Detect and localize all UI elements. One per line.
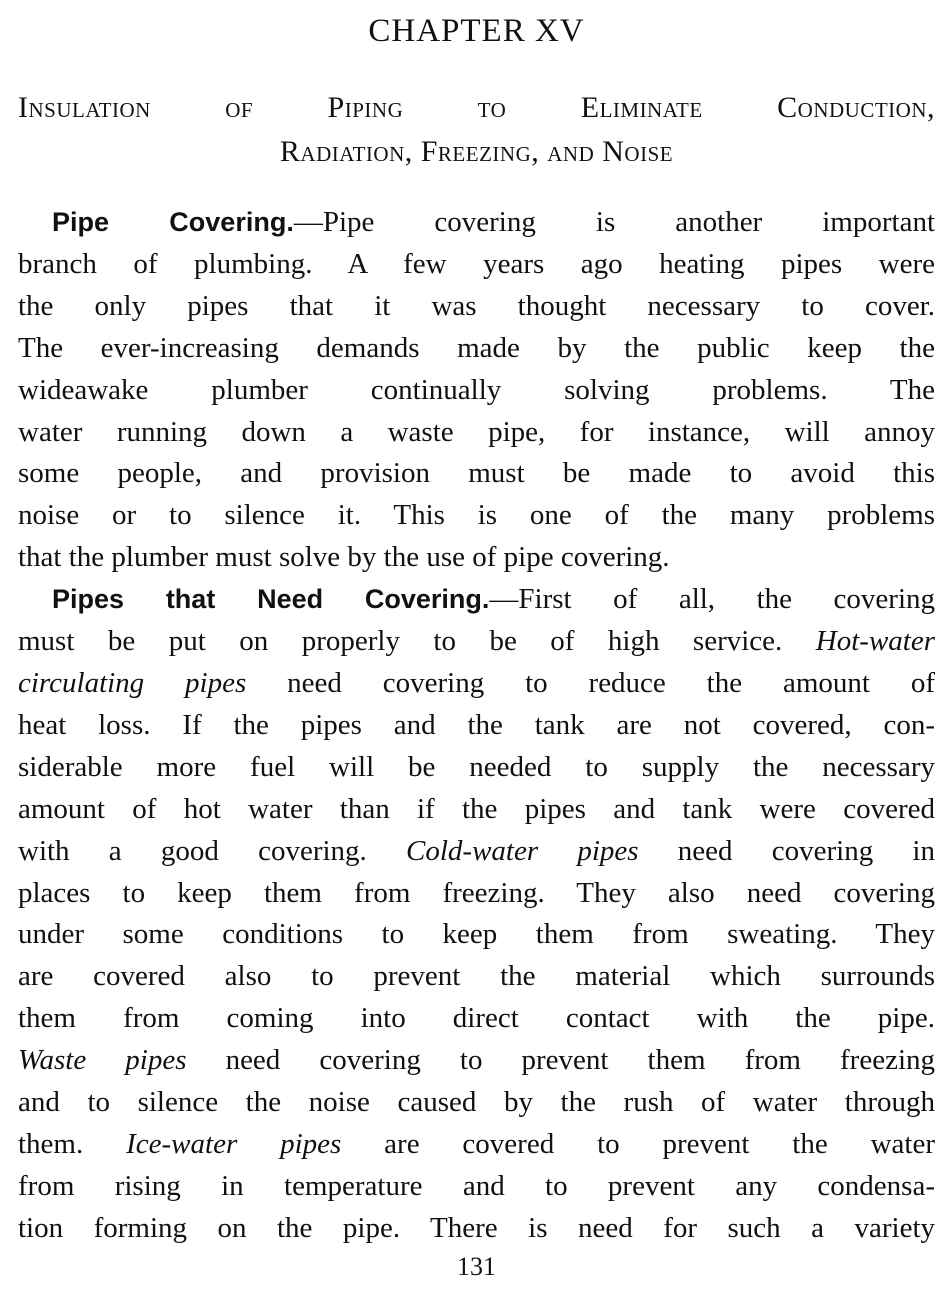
text-line: The ever-increasing demands made by the public keep the <box>18 331 935 364</box>
text-line: wideawake plumber continually solving problems. The <box>18 373 935 406</box>
text-line: noise or to silence it. This is one of the many problems <box>18 499 935 532</box>
paragraph-heading: Pipe Covering. <box>52 207 294 237</box>
text-line <box>18 202 935 244</box>
line-text: are covered to prevent the water <box>341 1127 935 1160</box>
text-line: are covered also to prevent the material which surrounds <box>18 960 935 993</box>
chapter-title: CHAPTER XV <box>368 13 585 49</box>
text-line: them from coming into direct contact with the pipe. <box>18 1002 935 1035</box>
text-line <box>18 1040 935 1082</box>
text-line: water running down a waste pipe, for instance, will annoy <box>18 415 935 448</box>
line-text: —Pipe covering is another important <box>293 206 936 238</box>
chapter-subtitle <box>18 86 935 174</box>
text-line <box>18 621 935 663</box>
italic-term: Cold-water pipes <box>406 834 639 867</box>
text-line: that the plumber must solve by the use of pipe covering. <box>18 541 670 574</box>
text-line <box>18 579 935 621</box>
text-line: under some conditions to keep them from sweating. They <box>18 918 935 951</box>
text-line: siderable more fuel will be needed to supply the necessary <box>18 750 935 783</box>
text-line: the only pipes that it was thought necessary to cover. <box>18 289 935 322</box>
paragraph-pipe-covering <box>18 202 935 579</box>
line-text: them. <box>18 1127 84 1160</box>
line-text: must be put on properly to be of high service. <box>18 625 783 658</box>
text-line: amount of hot water than if the pipes and tank were covered <box>18 792 935 825</box>
line-text: need covering to prevent them from freezing <box>186 1044 935 1077</box>
text-line: from rising in temperature and to prevent any condensa- <box>18 1169 935 1202</box>
line-text: —First of all, the covering <box>489 583 936 616</box>
text-line: and to silence the noise caused by the rush of water through <box>18 1086 935 1119</box>
text-line: heat loss. If the pipes and the tank are not covered, con- <box>18 708 935 741</box>
line-text: need covering in <box>638 834 935 867</box>
paragraph-heading: Pipes that Need Covering. <box>52 584 490 615</box>
body-text <box>18 202 935 1250</box>
text-line <box>18 1124 935 1166</box>
line-text: need covering to reduce the amount of <box>246 666 935 699</box>
paragraph-pipes-that-need-covering <box>18 579 935 1250</box>
italic-term: Ice-water pipes <box>126 1127 342 1160</box>
text-line: branch of plumbing. A few years ago heating pipes were <box>18 247 935 280</box>
text-line <box>18 663 935 705</box>
text-line <box>18 831 935 873</box>
page-number: 131 <box>457 1252 496 1281</box>
line-text: with a good covering. <box>18 834 367 867</box>
text-line: places to keep them from freezing. They also need covering <box>18 876 935 909</box>
book-page <box>18 0 935 1292</box>
text-line: some people, and provision must be made to avoid this <box>18 457 935 490</box>
chapter-subtitle-line-1: Insulation of Piping to Eliminate Conduction, <box>18 91 935 124</box>
italic-term: Waste pipes <box>18 1044 187 1077</box>
text-line: tion forming on the pipe. There is need for such a variety <box>18 1211 935 1244</box>
chapter-subtitle-line-2: Radiation, Freezing, and Noise <box>279 135 674 168</box>
italic-term: circulating pipes <box>18 666 247 699</box>
italic-term: Hot-water <box>815 625 935 658</box>
